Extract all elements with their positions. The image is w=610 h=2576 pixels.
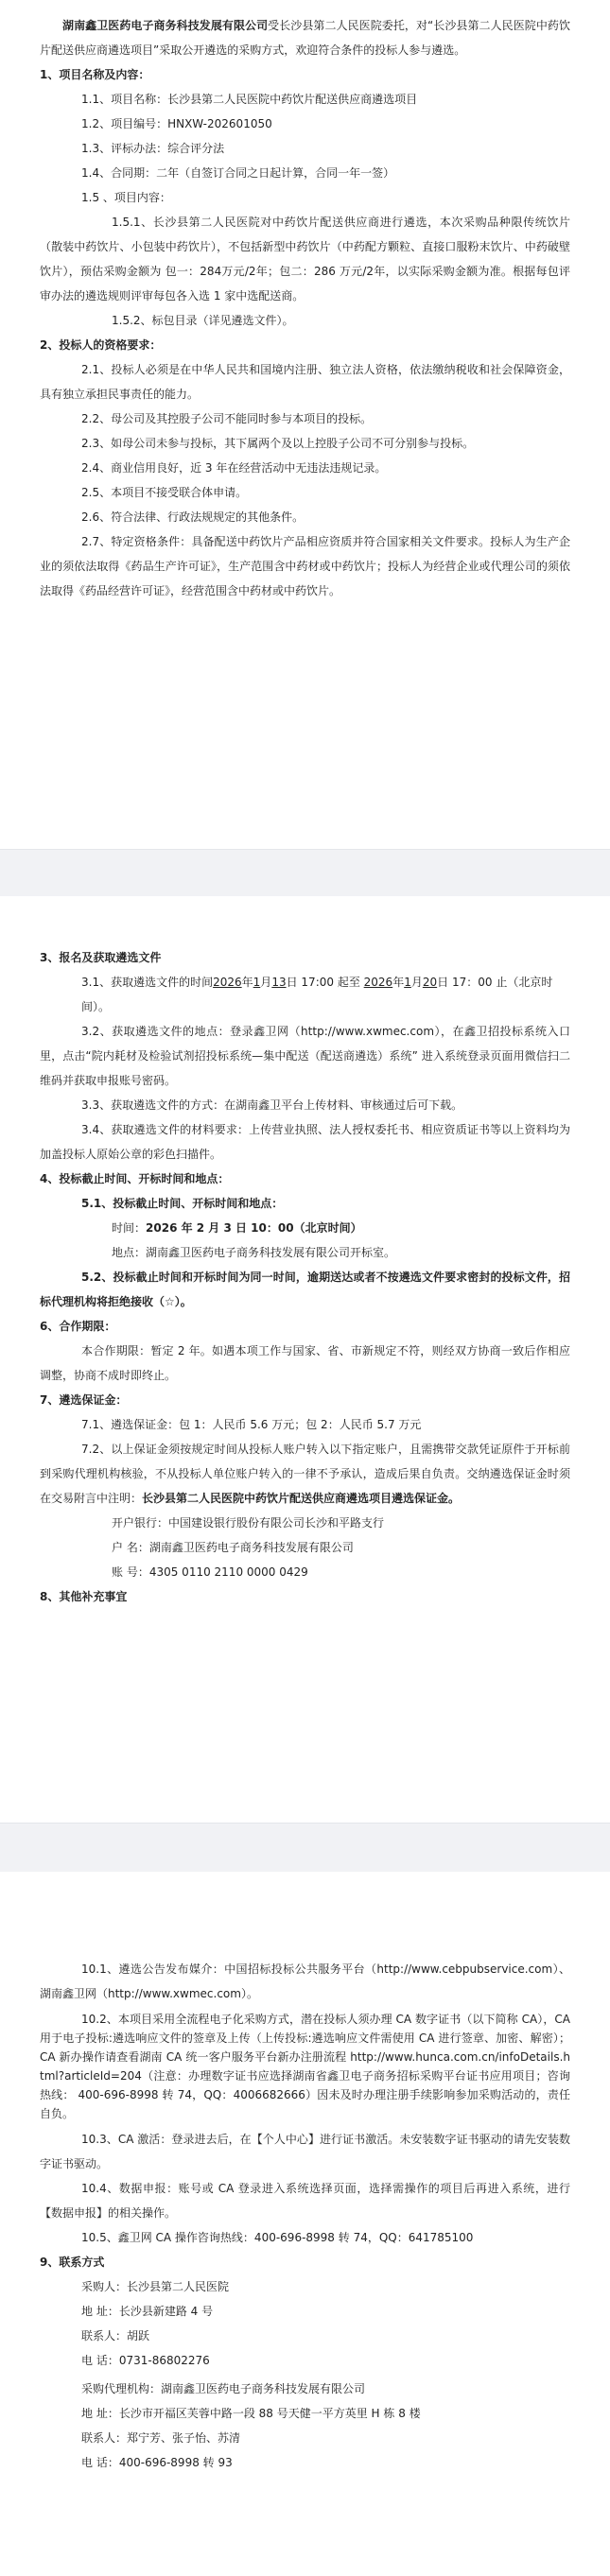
section-4-title: 4、投标截止时间、开标时间和地点： — [40, 1172, 230, 1185]
item-10-2: 10.2、本项目采用全流程电子化采购方式，潜在投标人须办理 CA 数字证书（以下简称 CA），CA 用于电子投标:遴选响应文件的签章及上传（上传投标:遴选响应文件需使用 CA 进行签章、加密、解密）；CA 新办操作请查看湖南 CA 统一客户服务平台新办注册流程 http://www.hunca.com.cn/infoDetails.html?articleId=204（注意：办理数字证书应选择湖南省鑫卫电子商务招标采购平台证书应用项目；咨询热线： 400-696-8998 转 74，QQ：4006682666）因未及时办理注册手续影响参加采购活动的，责任自负。 — [40, 2013, 570, 2120]
item-1-5-1: 1.5.1、长沙县第二人民医院对中药饮片配送供应商进行遴选，本次采购品种限传统饮片（散装中药饮片、小包装中药饮片），不包括新型中药饮片（中药配方颗粒、直接口服粉末饮片、中药破壁饮片），预估采购金额为 包一：284万元/2年；包二：286 万元/2年，以实际采购金额为准。根据每包评审办法的遴选规则评审每包各入选 1 家中选配送商。 — [40, 216, 570, 303]
item-10-1: 10.1、遴选公告发布媒介：中国招标投标公共服务平台（http://www.cebpubservice.com）、湖南鑫卫网（http://www.xwmec.com）。 — [40, 1962, 570, 2000]
section-7-title: 7、遴选保证金： — [40, 1393, 128, 1407]
item-2-4: 2.4、商业信用良好，近 3 年在经营活动中无违法违规记录。 — [81, 461, 387, 475]
buyer-line: 采购人：长沙县第二人民医院 — [81, 2280, 230, 2293]
item-1-2: 1.2、项目编号：HNXW-202601050 — [81, 117, 272, 130]
agent-phone-line: 电 话：400-696-8998 转 93 — [81, 2456, 233, 2469]
item-5-1-time: 时间：2026 年 2 月 3 日 10：00（北京时间） — [112, 1221, 362, 1235]
intro-rest: 受长沙县第二人民医院委托，对“长沙县第二人民医院中药饮片配送供应商遴选项目”采取公开遴选的采购方式，欢迎符合条件的投标人参与遴选。 — [40, 19, 570, 57]
page-separator-2 — [0, 1823, 610, 1874]
account-number-line: 账 号：4305 0110 2110 0000 0429 — [112, 1565, 308, 1579]
item-5-1-title: 5.1、投标截止时间、开标时间和地点： — [81, 1197, 284, 1210]
section-1-title: 1、项目名称及内容： — [40, 68, 150, 81]
item-5-2: 5.2、投标截止时间和开标时间为同一时间，逾期送达或者不按遴选文件要求密封的投标文件，招标代理机构将拒绝接收（☆）。 — [40, 1271, 570, 1308]
item-1-3: 1.3、评标办法：综合评分法 — [81, 142, 225, 155]
section-3-title: 3、报名及获取遴选文件 — [40, 951, 162, 964]
item-3-2: 3.2、获取遴选文件的地点：登录鑫卫网（http://www.xwmec.com），在鑫卫招投标系统入口里，点击“院内耗材及检验试剂招投标系统—集中配送（配送商遴选）系统” 进入系统登录页面用微信扫二维码并获取申报账号密码。 — [40, 1025, 570, 1087]
item-1-1: 1.1、项目名称：长沙县第二人民医院中药饮片配送供应商遴选项目 — [81, 93, 418, 106]
item-2-7: 2.7、特定资格条件：具备配送中药饮片产品相应资质并符合国家相关文件要求。投标人为生产企业的须依法取得《药品生产许可证》，生产范围含中药材或中药饮片；投标人为经营企业或代理公司的须依法取得《药品经营许可证》，经营范围含中药材或中药饮片。 — [40, 535, 570, 597]
item-5-1-place: 地点：湖南鑫卫医药电子商务科技发展有限公司开标室。 — [112, 1246, 396, 1259]
section-8-title: 8、其他补充事宜 — [40, 1590, 128, 1603]
item-3-1: 3.1、获取遴选文件的时间2026年1月13日 17:00 起至 2026年1月20日 17：00 止（北京时间）。 — [81, 976, 553, 1013]
item-1-5: 1.5 、项目内容： — [81, 191, 171, 204]
buyer-phone-line: 电 话：0731-86802276 — [81, 2354, 210, 2367]
item-10-3: 10.3、CA 激活：登录进去后，在【个人中心】进行证书激活。未安装数字证书驱动的请先安装数字证书驱动。 — [40, 2133, 570, 2170]
intro-paragraph — [40, 13, 570, 62]
item-1-5-2: 1.5.2、标包目录（详见遴选文件）。 — [112, 314, 294, 327]
item-3-4: 3.4、获取遴选文件的材料要求：上传营业执照、法人授权委托书、相应资质证书等以上资料均为加盖投标人原始公章的彩色扫描件。 — [40, 1123, 570, 1161]
intro-company: 湖南鑫卫医药电子商务科技发展有限公司 — [62, 19, 269, 32]
item-2-5: 2.5、本项目不接受联合体申请。 — [81, 486, 248, 499]
section-2-title: 2、投标人的资格要求： — [40, 338, 162, 352]
item-1-4: 1.4、合同期：二年（自签订合同之日起计算，合同一年一签） — [81, 166, 395, 180]
item-2-2: 2.2、母公司及其控股子公司不能同时参与本项目的投标。 — [81, 412, 373, 425]
item-2-1: 2.1、投标人必须是在中华人民共和国境内注册、独立法人资格，依法缴纳税收和社会保障资金，具有独立承担民事责任的能力。 — [40, 363, 570, 401]
bank-line: 开户银行：中国建设银行股份有限公司长沙和平路支行 — [112, 1516, 385, 1530]
page-separator-1 — [0, 849, 610, 898]
agent-address-line: 地 址：长沙市开福区芙蓉中路一段 88 号天健一平方英里 H 栋 8 楼 — [81, 2407, 421, 2420]
buyer-address-line: 地 址：长沙县新建路 4 号 — [81, 2305, 214, 2318]
buyer-contact-line: 联系人：胡跃 — [81, 2329, 150, 2343]
account-name-line: 户 名：湖南鑫卫医药电子商务科技发展有限公司 — [112, 1541, 354, 1554]
section-6-body: 本合作期限：暂定 2 年。如遇本项工作与国家、省、市新规定不符，则经双方协商一致后作相应调整，协商不成时即终止。 — [40, 1344, 570, 1382]
agent-line: 采购代理机构：湖南鑫卫医药电子商务科技发展有限公司 — [81, 2382, 366, 2395]
item-2-3: 2.3、如母公司未参与投标，其下属两个及以上控股子公司不可分别参与投标。 — [81, 437, 475, 450]
document-page-3 — [0, 1872, 610, 2576]
item-10-5: 10.5、鑫卫网 CA 操作咨询热线：400-696-8998 转 74，QQ：641785100 — [81, 2231, 474, 2244]
item-7-1: 7.1、遴选保证金：包 1：人民币 5.6 万元；包 2：人民币 5.7 万元 — [81, 1418, 422, 1431]
agent-contact-line: 联系人：郑宁芳、张子怡、苏清 — [81, 2431, 241, 2445]
document-page-2 — [0, 896, 610, 1823]
section-9-title: 9、联系方式 — [40, 2256, 105, 2269]
document-page-1 — [0, 0, 610, 849]
item-7-2: 7.2、以上保证金须按规定时间从投标人账户转入以下指定账户，且需携带交款凭证原件于开标前到采购代理机构核验，不从投标人单位账户转入的一律不予承认，造成后果自负责。交纳遴选保证金时须在交易附言中注明：长沙县第二人民医院中药饮片配送供应商遴选项目遴选保证金。 — [40, 1443, 570, 1505]
item-3-3: 3.3、获取遴选文件的方式：在湖南鑫卫平台上传材料、审核通过后可下载。 — [81, 1098, 463, 1112]
item-10-4: 10.4、数据申报：账号或 CA 登录进入系统选择页面，选择需操作的项目后再进入系统，进行【数据申报】的相关操作。 — [40, 2182, 570, 2220]
section-6-title: 6、合作期限： — [40, 1320, 116, 1333]
item-2-6: 2.6、符合法律、行政法规规定的其他条件。 — [81, 510, 305, 524]
